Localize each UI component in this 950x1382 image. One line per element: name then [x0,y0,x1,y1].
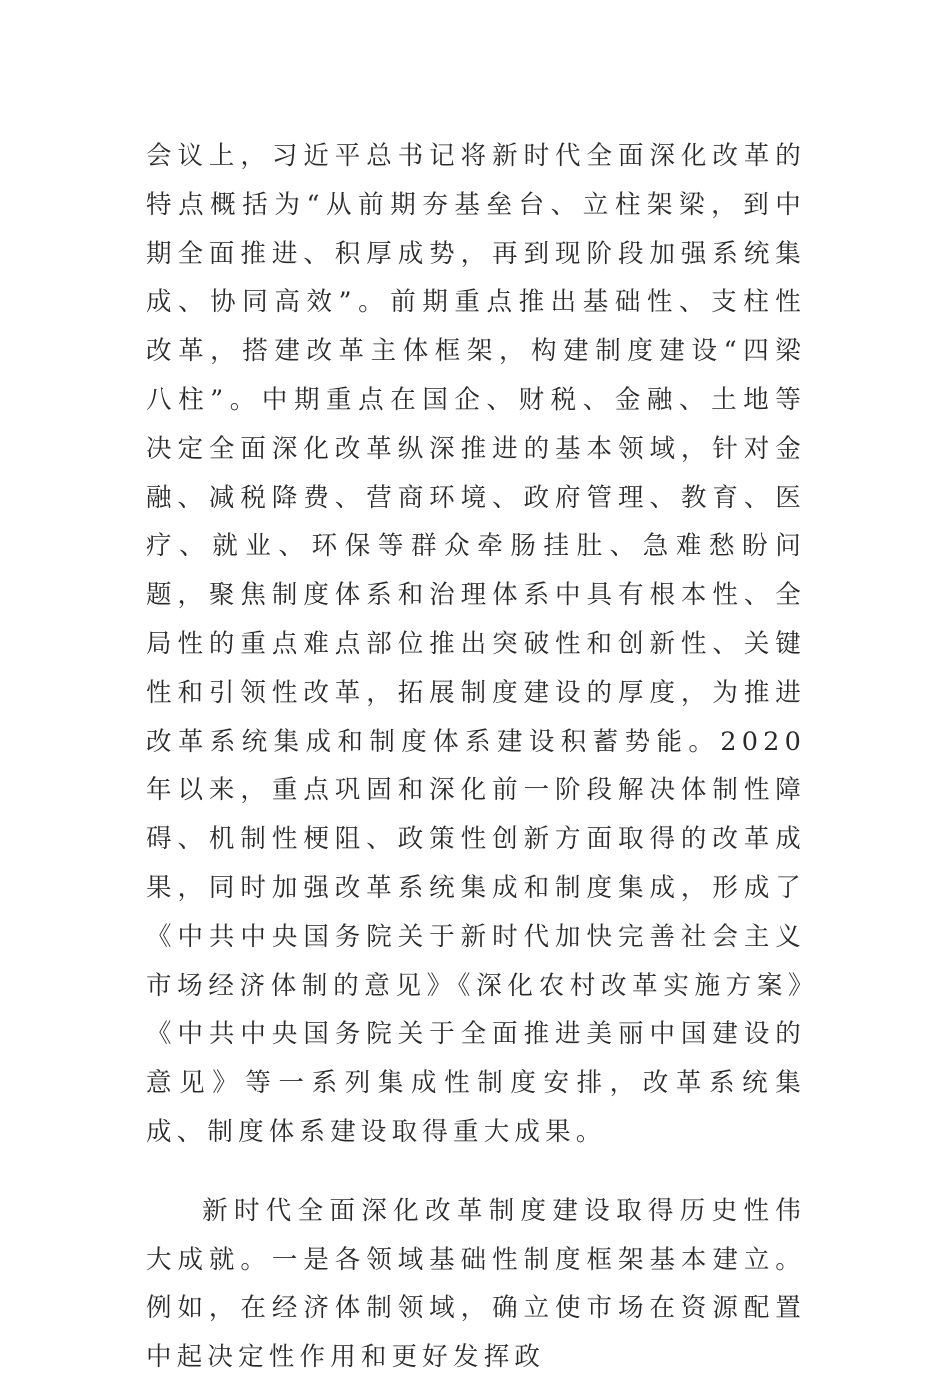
paragraph-achievements: 新时代全面深化改革制度建设取得历史性伟大成就。一是各领域基础性制度框架基本建立。例如，在经济体制领域，确立使市场在资源配置中起决定性作用和更好发挥政 [146,1195,806,1373]
paragraph-reform-phases: 会议上，习近平总书记将新时代全面深化改革的特点概括为“从前期夯基垒台、立柱架梁，到中期全面推进、积厚成势，再到现阶段加强系统集成、协同高效”。前期重点推出基础性、支柱性改革，搭建改革主体框架，构建制度建设“四梁八柱”。中期重点在国企、财税、金融、土地等决定全面深化改革纵深推进的基本领域，针对金融、减税降费、营商环境、政府管理、教育、医疗、就业、环保等群众牵肠挂肚、急难愁盼问题，聚焦制度体系和治理体系中具有根本性、全局性的重点难点部位推出突破性和创新性、关键性和引领性改革，拓展制度建设的厚度，为推进改革系统集成和制度体系建设积蓄势能。2020 年以来，重点巩固和深化前一阶段解决体制性障碍、机制性梗阻、政策性创新方面取得的改革成果，同时加强改革系统集成和制度集成，形成了《中共中央国务院关于新时代加快完善社会主义市场经济体制的意见》《深化农村改革实施方案》《中共中央国务院关于全面推进美丽中国建设的意见》等一系列集成性制度安排，改革系统集成、制度体系建设取得重大成果。 [146,141,806,1147]
document-body [146,132,806,1382]
